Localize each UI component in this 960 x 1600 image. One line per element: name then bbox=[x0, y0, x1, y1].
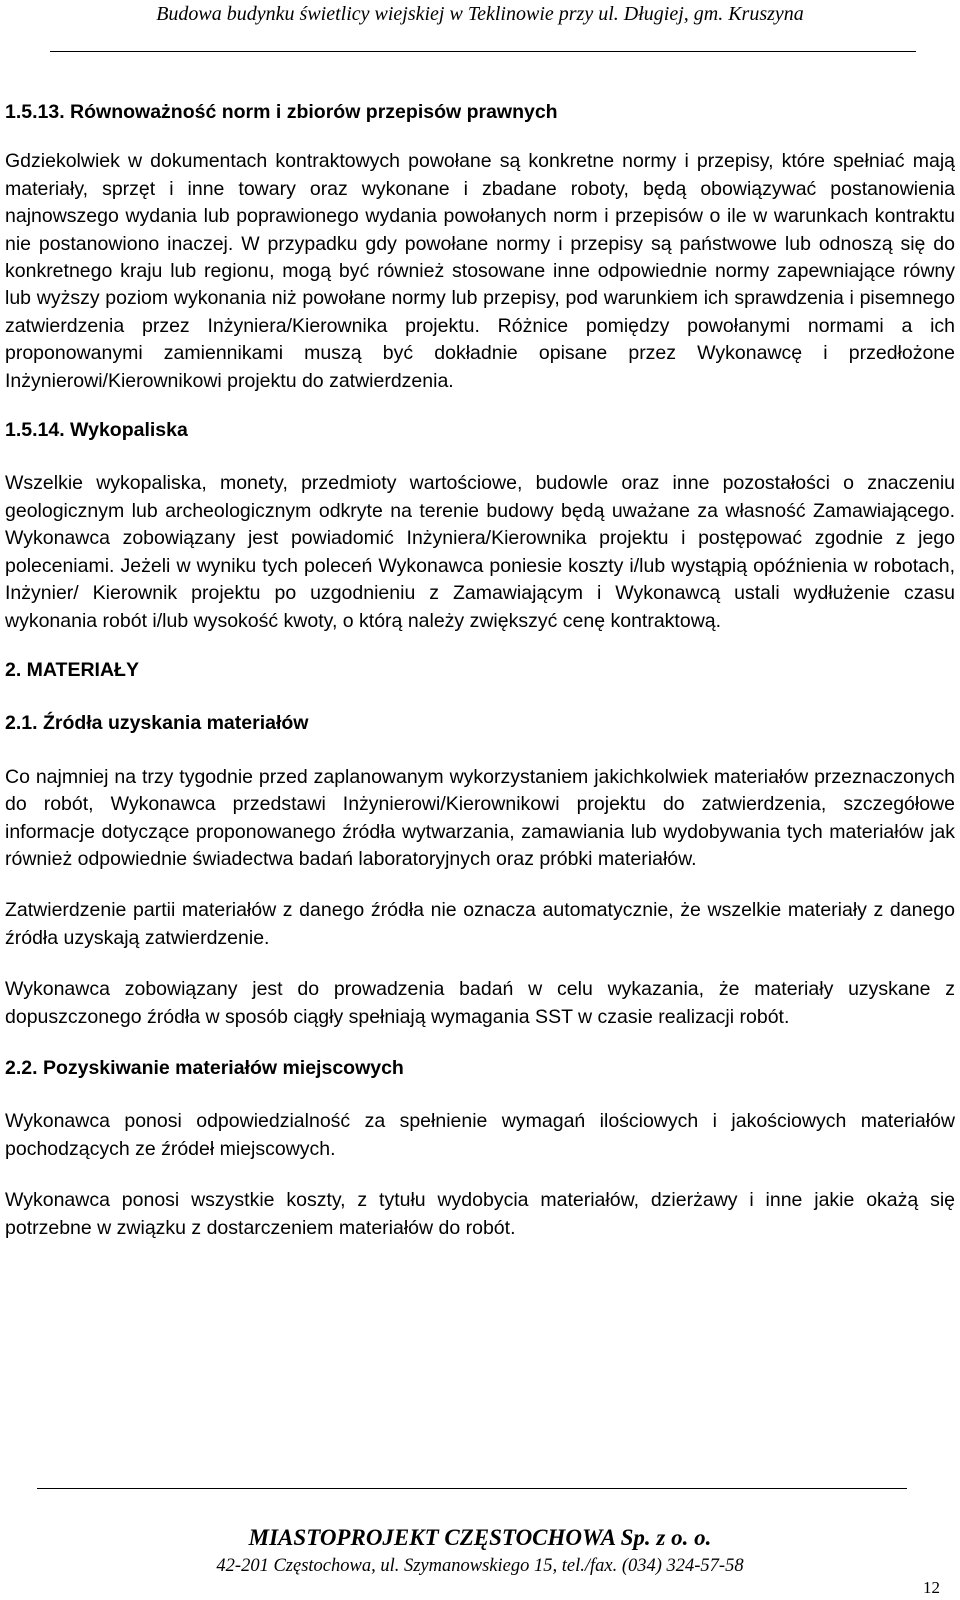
document-body bbox=[5, 99, 955, 1242]
header-divider bbox=[50, 51, 916, 52]
running-header: Budowa budynku świetlicy wiejskiej w Teklinowie przy ul. Długiej, gm. Kruszyna bbox=[156, 3, 804, 25]
footer-divider bbox=[37, 1488, 907, 1489]
section-heading-1-5-13: 1.5.13. Równoważność norm i zbiorów przepisów prawnych bbox=[5, 101, 558, 123]
footer-address: 42-201 Częstochowa, ul. Szymanowskiego 15, tel./fax. (034) 324-57-58 bbox=[216, 1556, 744, 1576]
paragraph-equivalence-of-norms: Gdziekolwiek w dokumentach kontraktowych powołane są konkretne normy i przepisy, które spełniać mają materiały, sprzęt i inne towary oraz wykonane i zbadane roboty, będą obowiązywać postanowienia najnowszego wydania lub poprawionego wydania powołanych norm i przepisów o ile w warunkach kontraktu nie postanowiono inaczej. W przypadku gdy powołane normy i przepisy są państwowe lub odnoszą się do konkretnego kraju lub regionu, mogą być również stosowane inne odpowiednie normy zapewniające równy lub wyższy poziom wykonania niż powołane normy lub przepisy, pod warunkiem ich sprawdzenia i pisemnego zatwierdzenia przez Inżyniera/Kierownika projektu. Różnice pomiędzy powołanymi normami a ich proponowanymi zamiennikami muszą być dokładnie opisane przez Wykonawcę i przedłożone Inżynierowi/Kierownikowi projektu do zatwierdzenia. bbox=[5, 150, 955, 392]
section-heading-2-1: 2.1. Źródła uzyskania materiałów bbox=[5, 712, 309, 735]
page-number: 12 bbox=[923, 1578, 940, 1597]
section-heading-1-5-14: 1.5.14. Wykopaliska bbox=[5, 419, 188, 442]
section-heading-2-materials: 2. MATERIAŁY bbox=[5, 658, 139, 681]
paragraph-material-testing: Wykonawca zobowiązany jest do prowadzenia badań w celu wykazania, że materiały uzyskane z dopuszczonego źródła w sposób ciągły spełniają wymagania SST w czasie realizacji robót. bbox=[5, 978, 955, 1028]
paragraph-batch-approval: Zatwierdzenie partii materiałów z danego źródła nie oznacza automatycznie, że wszelkie materiały z danego źródła uzyskają zatwierdzenie. bbox=[5, 899, 955, 949]
section-heading-2-2: 2.2. Pozyskiwanie materiałów miejscowych bbox=[5, 1056, 404, 1079]
paragraph-material-sources: Co najmniej na trzy tygodnie przed zaplanowanym wykorzystaniem jakichkolwiek materiałów przeznaczonych do robót, Wykonawca przedstawi Inżynierowi/Kierownikowi projektu do zatwierdzenia, szczegółowe informacje dotyczące proponowanego źródła wytwarzania, zamawiania lub wydobywania tych materiałów jak również odpowiednie świadectwa badań laboratoryjnych oraz próbki materiałów. bbox=[5, 765, 955, 870]
paragraph-local-materials-responsibility: Wykonawca ponosi odpowiedzialność za spełnienie wymagań ilościowych i jakościowych materiałów pochodzących ze źródeł miejscowych. bbox=[5, 1110, 955, 1160]
footer-company-name: MIASTOPROJEKT CZĘSTOCHOWA Sp. z o. o. bbox=[248, 1525, 712, 1550]
paragraph-excavations: Wszelkie wykopaliska, monety, przedmioty wartościowe, budowle oraz inne pozostałości o znaczeniu geologicznym lub archeologicznym odkryte na terenie budowy będą uważane za własność Zamawiającego. Wykonawca zobowiązany jest powiadomić Inżyniera/Kierownika projektu i postępować zgodnie z jego poleceniami. Jeżeli w wyniku tych poleceń Wykonawca poniesie koszty i/lub wystąpią opóźnienia w robotach, Inżynier/ Kierownik projektu po uzgodnieniu z Zamawiającym i Wykonawcą ustali wydłużenie czasu wykonania robót i/lub wysokość kwoty, o którą należy zwiększyć cenę kontraktową. bbox=[5, 472, 955, 632]
paragraph-local-materials-costs: Wykonawca ponosi wszystkie koszty, z tytułu wydobycia materiałów, dzierżawy i inne jakie okażą się potrzebne w związku z dostarczeniem materiałów do robót. bbox=[5, 1189, 955, 1239]
